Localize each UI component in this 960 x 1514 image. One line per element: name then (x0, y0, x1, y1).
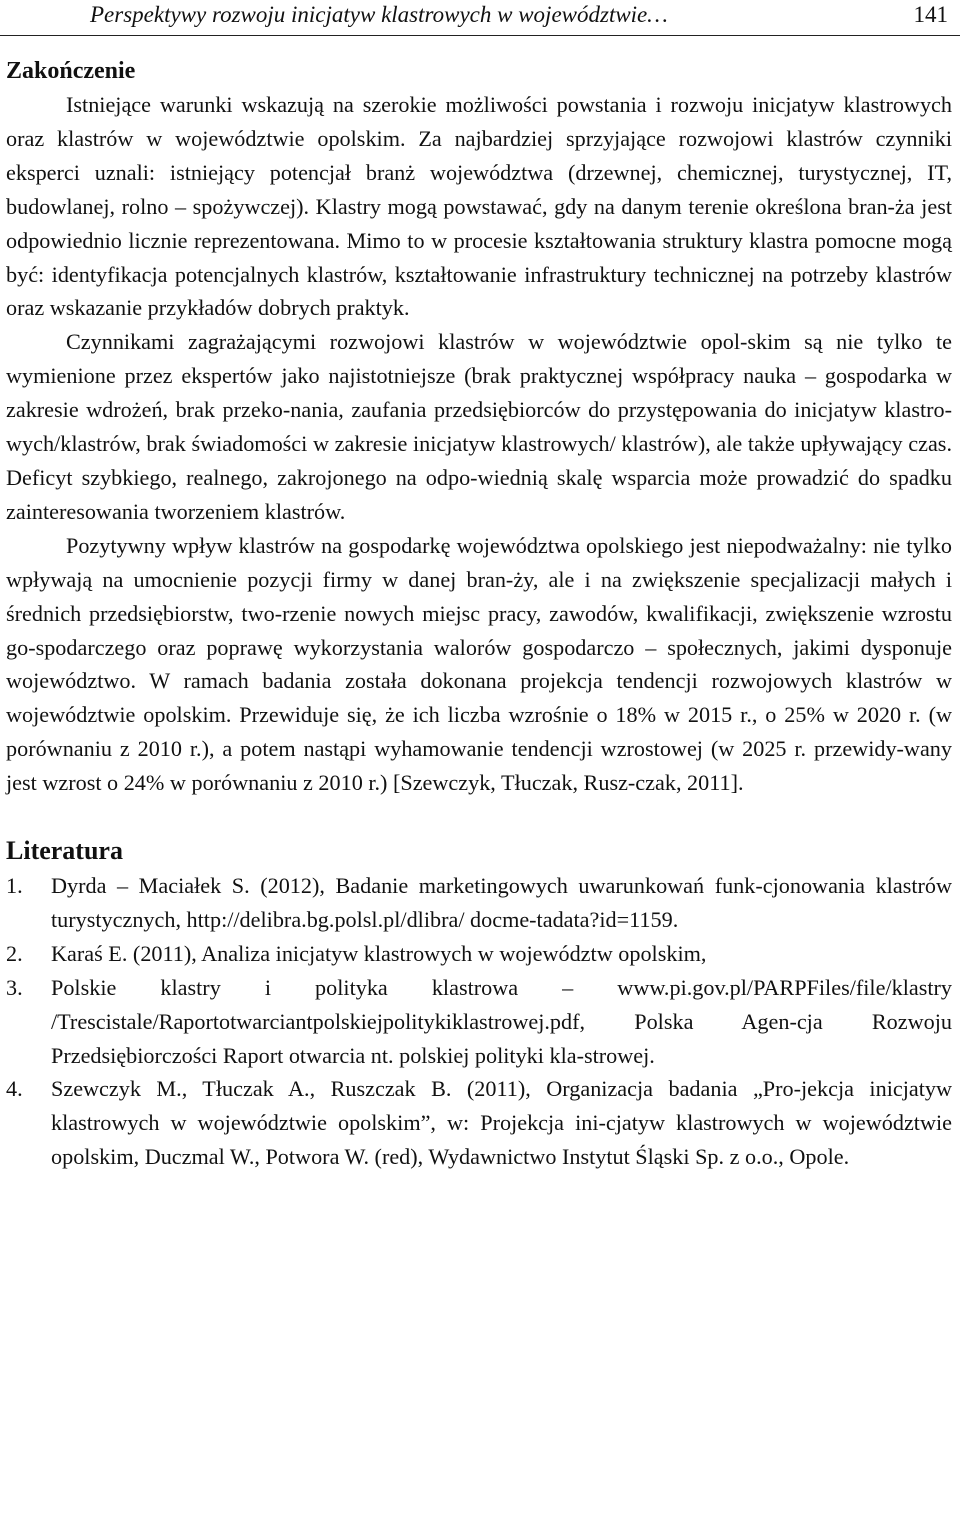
bibliography-number: 2. (6, 940, 23, 966)
bibliography-item (6, 937, 952, 971)
page-number: 141 (913, 2, 948, 27)
page-content (6, 54, 952, 1174)
section-heading-conclusion: Zakończenie (6, 58, 136, 84)
bibliography-number: 1. (6, 873, 23, 899)
conclusion-paragraph-2: Czynnikami zagrażającymi rozwojowi klastrów w województwie opol-skim są nie tylko te wymienione przez ekspertów jako najistotniejsze (brak praktycznej współpracy nauka – gospodarka w zakresie wdrożeń, brak przeko-nania, zaufania przedsiębiorców do przystępowania do inicjatyw klastro-wych/klastrów, brak świadomości w zakresie inicjatyw klastrowych/ klastrów), ale także upływający czas. Deficyt szybkiego, realnego, zakrojonego na odpo-wiednią skalę wsparcia może prowadzić do spadku zainteresowania tworzeniem klastrów. (6, 329, 952, 524)
bibliography-item (6, 971, 952, 1073)
running-title: Perspektywy rozwoju inicjatyw klastrowych w województwie… (90, 2, 668, 27)
bibliography-text: Dyrda – Maciałek S. (2012), Badanie marketingowych uwarunkowań funk-cjonowania klastrów turystycznych, http://delibra.bg.polsl.pl/dlibra/ docme-tadata?id=1159. (51, 873, 952, 932)
bibliography-list (6, 869, 952, 1174)
bibliography-text: Karaś E. (2011), Analiza inicjatyw klastrowych w województw opolskim, (51, 940, 707, 966)
bibliography-item (6, 1072, 952, 1174)
bibliography-text: Szewczyk M., Tłuczak A., Ruszczak B. (2011), Organizacja badania „Pro-jekcja inicjatyw klastrowych w województwie opolskim”, w: Projekcja ini-cjatyw klastrowych w województwie opolskim, Duczmal W., Potwora W. (red), Wydawnictwo Instytut Śląski Sp. z o.o., Opole. (51, 1076, 952, 1170)
bibliography-text: Polskie klastry i polityka klastrowa – www.pi.gov.pl/PARPFiles/file/klastry /Trescistale/Raportotwarciantpolskiejpolitykiklastrowej.pdf, Polska Agen-cja Rozwoju Przedsiębiorczości Raport otwarcia nt. polskiej polityki kla-strowej. (51, 974, 952, 1068)
page-header (0, 0, 960, 36)
conclusion-paragraph-3: Pozytywny wpływ klastrów na gospodarkę województwa opolskiego jest niepodważalny: nie tylko wpływają na umocnienie pozycji firmy w danej bran-ży, ale i na zwiększenie specjalizacji małych i średnich przedsiębiorstw, two-rzenie nowych miejsc pracy, zawodów, kwalifikacji, zwiększenie wzrostu go-spodarczego oraz poprawę wykorzystania walorów gospodarczo – społecznych, jakimi dysponuje województwo. W ramach badania została dokonana projekcja tendencji rozwojowych klastrów w województwie opolskim. Przewiduje się, że ich liczba wzrośnie o 18% w 2015 r., o 25% w 2020 r. (w porównaniu z 2010 r.), a potem nastąpi wyhamowanie tendencji wzrostowej (w 2025 r. przewidy-wany jest wzrost o 24% w porównaniu z 2010 r.) [Szewczyk, Tłuczak, Rusz-czak, 2011]. (6, 532, 952, 796)
bibliography-number: 3. (6, 974, 23, 1000)
section-heading-literature: Literatura (6, 836, 123, 866)
bibliography-number: 4. (6, 1076, 23, 1102)
bibliography-item (6, 869, 952, 937)
conclusion-paragraph-1: Istniejące warunki wskazują na szerokie możliwości powstania i rozwoju inicjatyw klastrowych oraz klastrów w województwie opolskim. Za najbardziej sprzyjające rozwojowi klastrów czynniki eksperci uznali: istniejący potencjał branż województwa (drzewnej, chemicznej, turystycznej, IT, budowlanej, rolno – spożywczej). Klastry mogą powstawać, gdy na danym terenie określona bran-ża jest odpowiednio licznie reprezentowana. Mimo to w procesie kształtowania struktury klastra pomocne mogą być: identyfikacja potencjalnych klastrów, kształtowanie infrastruktury technicznej na potrzeby klastrów oraz wskazanie przykładów dobrych praktyk. (6, 92, 952, 321)
